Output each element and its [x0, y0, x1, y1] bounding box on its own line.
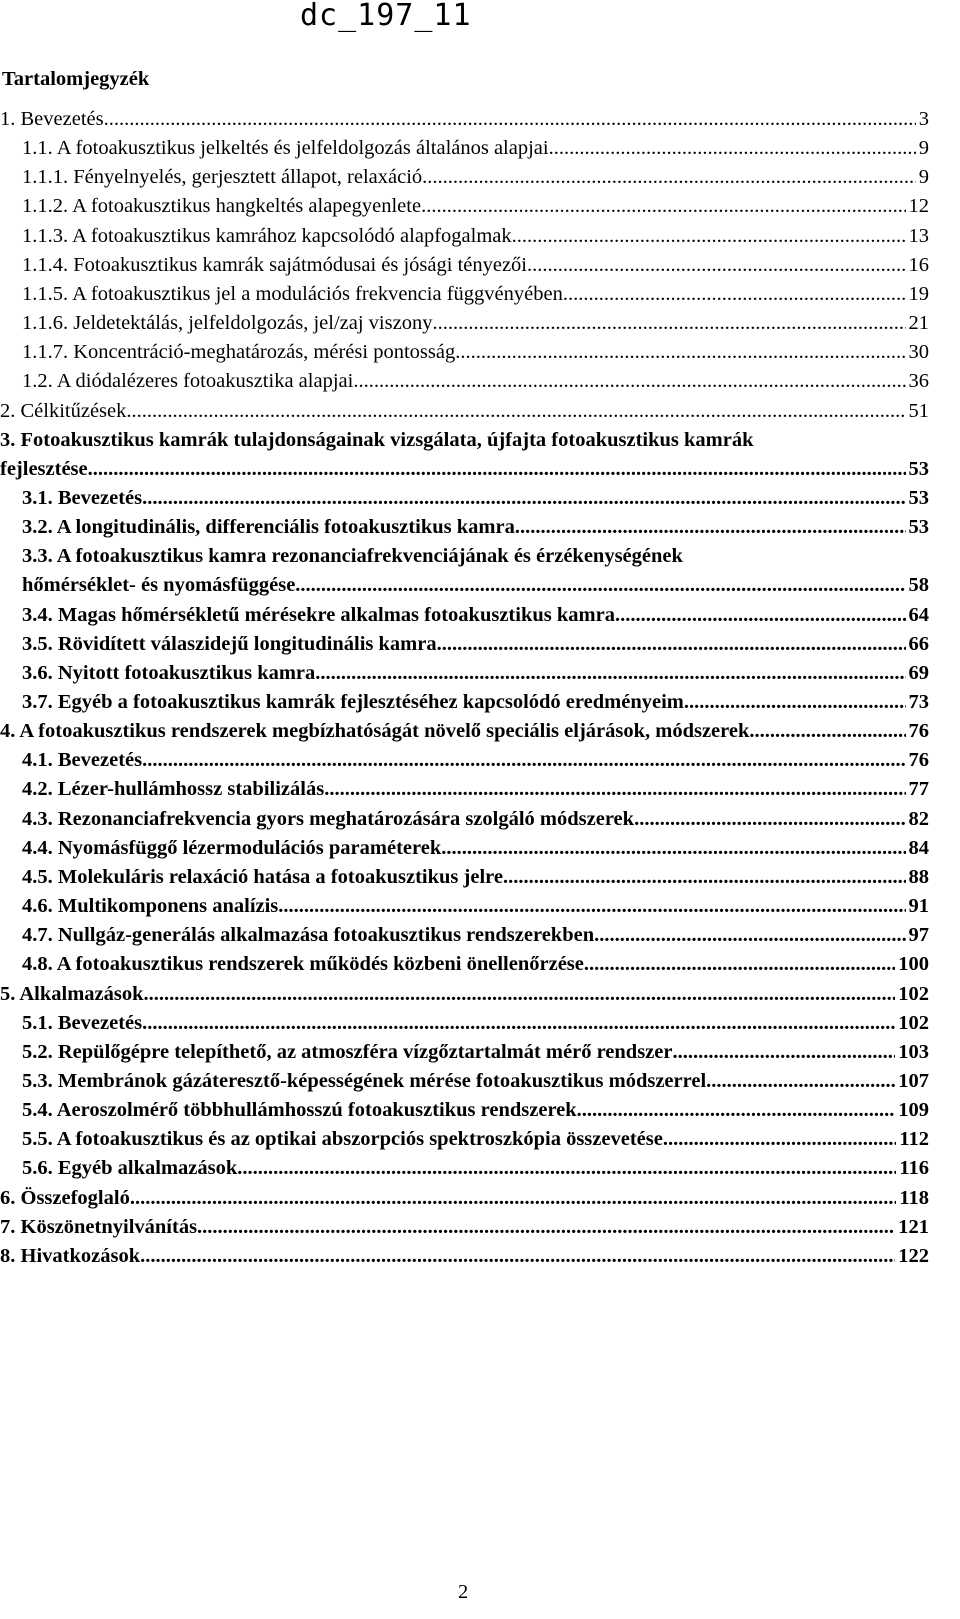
- toc-entry-page: 66: [908, 632, 929, 655]
- toc-dot-leader: [684, 688, 906, 717]
- toc-entry-label: 1.1.5. A fotoakusztikus jel a modulációs frekvencia függvényében: [22, 282, 563, 305]
- toc-entry-page: 51: [908, 399, 929, 422]
- toc-dot-leader: [615, 601, 906, 630]
- toc-entry-label: 3.5. Rövidített válaszidejű longitudinális kamra: [22, 632, 437, 655]
- toc-dot-leader: [527, 251, 905, 280]
- toc-entry-label: 5.5. A fotoakusztikus és az optikai abszorpciós spektroszkópia összevetése: [22, 1128, 663, 1151]
- toc-entry[interactable]: [0, 397, 929, 426]
- toc-entry-page: 77: [908, 778, 929, 801]
- toc-dot-leader: [88, 455, 906, 484]
- toc-entry-page: 100: [898, 953, 929, 976]
- toc-entry[interactable]: [0, 134, 929, 163]
- toc-dot-leader: [144, 980, 896, 1009]
- toc-entry-page: 82: [908, 807, 929, 830]
- toc-entry-page: 9: [918, 137, 929, 160]
- toc-entry[interactable]: [0, 251, 929, 280]
- toc-entry-page: 12: [908, 195, 929, 218]
- toc-entry-page: 16: [908, 253, 929, 276]
- toc-entry-label: 1.1.3. A fotoakusztikus kamrához kapcsolódó alapfogalmak: [22, 224, 512, 247]
- toc-dot-leader: [295, 571, 905, 600]
- toc-entry-page: 121: [898, 1215, 929, 1238]
- toc-entry-page: 3: [918, 108, 929, 130]
- toc-entry-page: 118: [899, 1186, 929, 1209]
- toc-entry[interactable]: [0, 863, 929, 892]
- toc-entry-label-line1: 3. Fotoakusztikus kamrák tulajdonságainak vizsgálata, újfajta fotoakusztikus kamrák: [0, 428, 754, 451]
- toc-entry[interactable]: [0, 1125, 929, 1154]
- toc-entry[interactable]: [0, 426, 929, 484]
- toc-entry[interactable]: [0, 192, 929, 221]
- toc-dot-leader: [515, 513, 906, 542]
- toc-entry-page: 64: [908, 603, 929, 626]
- toc-entry[interactable]: [0, 834, 929, 863]
- toc-entry-page: 73: [908, 691, 929, 713]
- toc-entry-page: 103: [898, 1040, 929, 1063]
- toc-entry-page: 112: [899, 1128, 929, 1151]
- toc-entry-label: 7. Köszönetnyilvánítás: [0, 1215, 198, 1238]
- toc-entry[interactable]: [0, 1067, 929, 1096]
- toc-entry-label: 8. Hivatkozások: [0, 1244, 141, 1267]
- toc-entry[interactable]: [0, 659, 929, 688]
- toc-entry-label: 1. Bevezetés: [0, 108, 104, 130]
- toc-dot-leader: [422, 163, 916, 192]
- toc-entry[interactable]: [0, 513, 929, 542]
- toc-entry[interactable]: [0, 338, 929, 367]
- toc-dot-leader: [197, 1213, 895, 1242]
- toc-dot-leader: [549, 134, 916, 163]
- toc-dot-leader: [142, 484, 905, 513]
- toc-entry[interactable]: [0, 950, 929, 979]
- toc-entry-label: 1.2. A diódalézeres fotoakusztika alapjai: [22, 370, 354, 393]
- toc-entry-label: 3.6. Nyitott fotoakusztikus kamra: [22, 661, 316, 684]
- toc-dot-leader: [104, 105, 916, 134]
- toc-entry-page: 107: [898, 1069, 929, 1092]
- toc-entry[interactable]: [0, 1096, 929, 1125]
- toc-entry-label: 6. Összefoglaló: [0, 1186, 130, 1209]
- toc-entry-page: 102: [898, 1011, 929, 1034]
- toc-entry-label: 5.2. Repülőgépre telepíthető, az atmoszféra vízgőztartalmát mérő rendszer: [22, 1040, 673, 1063]
- toc-dot-leader: [441, 834, 905, 863]
- toc-entry-label: 5. Alkalmazások: [0, 982, 144, 1005]
- toc-entry-label: 4.8. A fotoakusztikus rendszerek működés közbeni önellenőrzése: [22, 953, 584, 976]
- toc-entry-page: 116: [899, 1157, 929, 1180]
- toc-entry-page: 69: [908, 661, 929, 684]
- toc-entry-label: 3.4. Magas hőmérsékletű mérésekre alkalmas fotoakusztikus kamra: [22, 603, 615, 626]
- toc-entry-label: 1.1.4. Fotoakusztikus kamrák sajátmódusai és jósági tényezői: [22, 253, 528, 276]
- toc-entry-page: 88: [908, 865, 929, 888]
- toc-entry[interactable]: [0, 484, 929, 513]
- toc-dot-leader: [353, 367, 905, 396]
- toc-dot-leader: [315, 659, 905, 688]
- toc-entry[interactable]: [0, 688, 929, 717]
- toc-entry[interactable]: [0, 892, 929, 921]
- toc-entry-label: 4.6. Multikomponens analízis: [22, 895, 279, 918]
- toc-dot-leader: [672, 1038, 895, 1067]
- toc-dot-leader: [563, 280, 906, 309]
- toc-dot-leader: [278, 892, 905, 921]
- toc-entry-label: 3.2. A longitudinális, differenciális fotoakusztikus kamra: [22, 516, 515, 539]
- toc-entry-page: 36: [908, 370, 929, 393]
- toc-entry[interactable]: [0, 746, 929, 775]
- toc-entry-page: 84: [908, 836, 929, 859]
- toc-entry[interactable]: [0, 1038, 929, 1067]
- toc-entry[interactable]: [0, 280, 929, 309]
- toc-entry-label: 1.1.6. Jeldetektálás, jelfeldolgozás, jel/zaj viszony: [22, 312, 433, 335]
- toc-entry[interactable]: [0, 921, 929, 950]
- toc-entry-page: 53: [908, 516, 929, 539]
- toc-entry-label: 4.7. Nullgáz-generálás alkalmazása fotoakusztikus rendszerekben: [22, 924, 595, 947]
- toc-entry-page: 30: [908, 341, 929, 364]
- toc-entry-page: 19: [908, 282, 929, 305]
- toc-entry-label: 1.1.7. Koncentráció-meghatározás, mérési pontosság: [22, 341, 456, 364]
- toc-dot-leader: [503, 863, 906, 892]
- toc-entry[interactable]: [0, 1184, 929, 1213]
- toc-entry[interactable]: [0, 1242, 929, 1271]
- toc-dot-leader: [432, 309, 905, 338]
- toc-dot-leader: [130, 1184, 897, 1213]
- toc-entry-label: 5.1. Bevezetés: [22, 1011, 143, 1034]
- toc-entry-page: 102: [898, 982, 929, 1005]
- toc-entry-label: 4.5. Molekuláris relaxáció hatása a fotoakusztikus jelre: [22, 865, 503, 888]
- toc-entry[interactable]: [0, 367, 929, 396]
- toc-entry-label: fejlesztése: [0, 457, 88, 480]
- toc-entry-page: 97: [908, 924, 929, 947]
- page-number: 2: [458, 1581, 469, 1603]
- toc-entry-label: 2. Célkitűzések: [0, 399, 127, 422]
- toc-dot-leader: [634, 805, 905, 834]
- toc-entry[interactable]: [0, 717, 929, 746]
- toc-dot-leader: [421, 192, 905, 221]
- toc-entry[interactable]: [0, 805, 929, 834]
- toc-entry[interactable]: [0, 980, 929, 1009]
- toc-entry-label: hőmérséklet- és nyomásfüggése: [22, 574, 296, 597]
- toc-entry-label: 4.1. Bevezetés: [22, 749, 143, 772]
- toc-entry[interactable]: [0, 542, 929, 600]
- toc-entry[interactable]: [0, 601, 929, 630]
- toc-dot-leader: [437, 630, 906, 659]
- toc-entry-page: 9: [918, 166, 929, 189]
- toc-entry[interactable]: [0, 1213, 929, 1242]
- toc-entry-label: 4. A fotoakusztikus rendszerek megbízhatóságát növelő speciális eljárások, módszerek: [0, 720, 750, 743]
- toc-dot-leader: [455, 338, 905, 367]
- toc-dot-leader: [142, 746, 905, 775]
- toc-entry-page: 21: [908, 312, 929, 335]
- toc-entry-label: 1.1. A fotoakusztikus jelkeltés és jelfeldolgozás általános alapjai: [22, 137, 549, 160]
- toc-entry[interactable]: [0, 105, 929, 134]
- toc-entry[interactable]: [0, 163, 929, 192]
- toc-entry[interactable]: [0, 775, 929, 804]
- toc-entry-label: 4.4. Nyomásfüggő lézermodulációs paraméterek: [22, 836, 442, 859]
- toc-entry-page: 91: [908, 895, 929, 918]
- toc-entry[interactable]: [0, 309, 929, 338]
- toc-entry[interactable]: [0, 222, 929, 251]
- toc-entry-label: 4.2. Lézer-hullámhossz stabilizálás: [22, 778, 325, 801]
- toc-dot-leader: [512, 222, 906, 251]
- toc-dot-leader: [237, 1154, 896, 1183]
- toc-entry-label: 5.4. Aeroszolmérő többhullámhosszú fotoakusztikus rendszerek: [22, 1099, 577, 1122]
- toc-entry-page: 13: [908, 224, 929, 247]
- toc-dot-leader: [749, 717, 905, 746]
- toc-entry[interactable]: [0, 630, 929, 659]
- toc-title: Tartalomjegyzék: [2, 68, 150, 90]
- toc-dot-leader: [577, 1096, 896, 1125]
- toc-dot-leader: [140, 1242, 895, 1271]
- toc-dot-leader: [584, 950, 895, 979]
- toc-entry-page: 109: [898, 1099, 929, 1122]
- toc-dot-leader: [126, 397, 905, 426]
- toc-dot-leader: [706, 1067, 895, 1096]
- toc-dot-leader: [594, 921, 905, 950]
- toc-entry-page: 53: [908, 486, 929, 509]
- toc-entry[interactable]: [0, 1154, 929, 1183]
- toc-entry-page: 58: [908, 574, 929, 597]
- toc-dot-leader: [324, 775, 905, 804]
- toc-entry-page: 76: [908, 749, 929, 772]
- toc-entry-label: 5.6. Egyéb alkalmazások: [22, 1157, 238, 1180]
- toc-entry-label: 3.1. Bevezetés: [22, 486, 143, 509]
- toc-entry-label-line1: 3.3. A fotoakusztikus kamra rezonanciafrekvenciájának és érzékenységének: [22, 545, 683, 568]
- toc-entry-page: 53: [908, 457, 929, 480]
- toc-entry-label: 4.3. Rezonanciafrekvencia gyors meghatározására szolgáló módszerek: [22, 807, 635, 830]
- document-code-header: dc_197_11: [300, 0, 472, 33]
- toc-entry-page: 122: [898, 1244, 929, 1267]
- toc-dot-leader: [142, 1009, 895, 1038]
- toc-entry-label: 1.1.1. Fényelnyelés, gerjesztett állapot, relaxáció: [22, 166, 423, 189]
- toc-entry-label: 5.3. Membránok gázáteresztő-képességének mérése fotoakusztikus módszerrel: [22, 1069, 707, 1092]
- toc-entry-page: 76: [908, 720, 929, 743]
- toc-entry-label: 1.1.2. A fotoakusztikus hangkeltés alapegyenlete: [22, 195, 422, 218]
- toc-entry[interactable]: [0, 1009, 929, 1038]
- toc-entry-label: 3.7. Egyéb a fotoakusztikus kamrák fejlesztéséhez kapcsolódó eredményeim: [22, 691, 684, 713]
- toc-dot-leader: [663, 1125, 897, 1154]
